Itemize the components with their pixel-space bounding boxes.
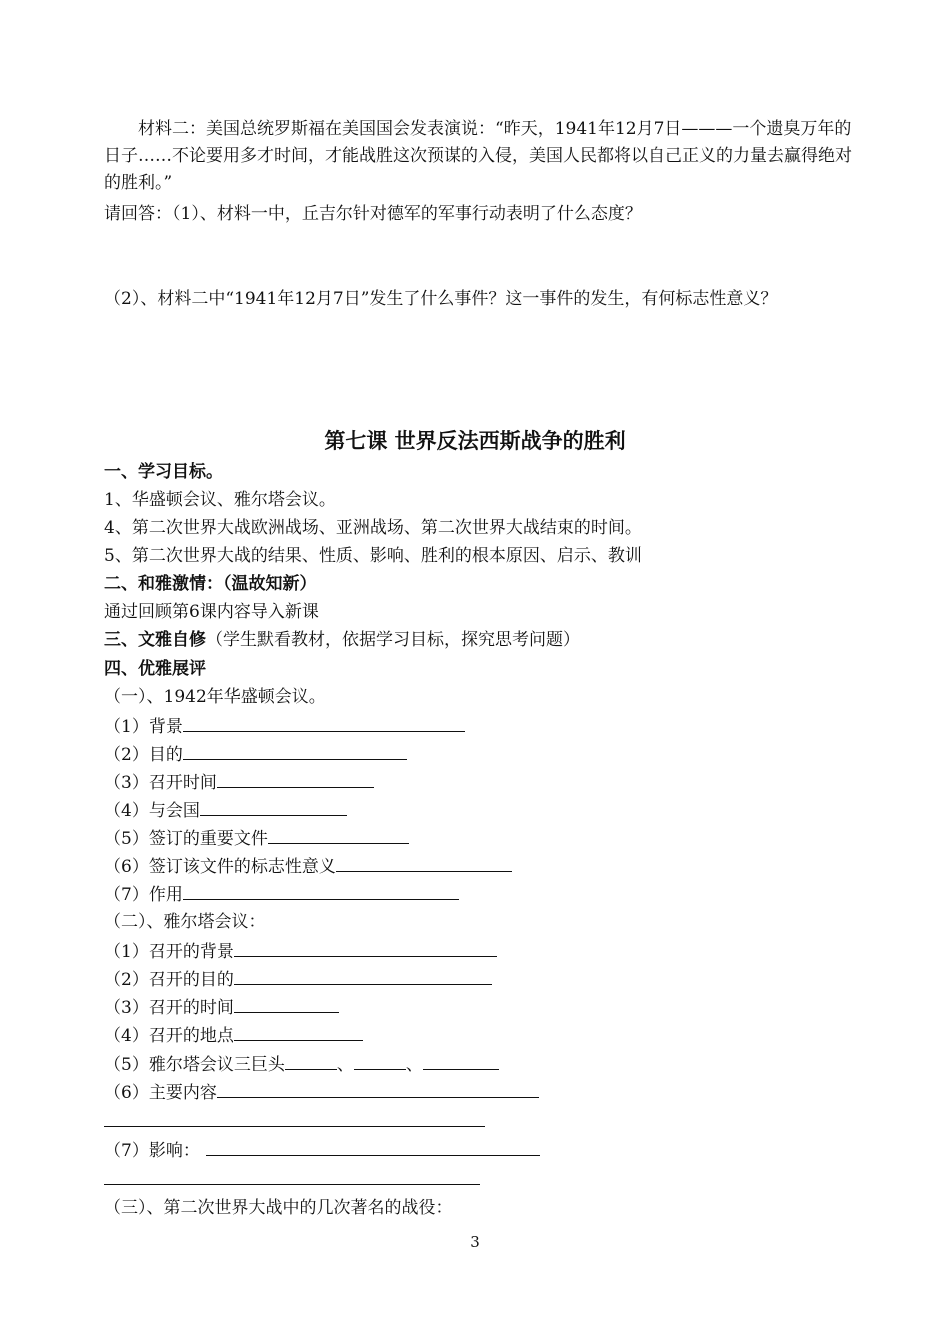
- fill-item: [104, 1138, 540, 1162]
- fill-item-label: （3）召开时间: [104, 773, 217, 793]
- answer-blank[interactable]: [217, 770, 374, 788]
- answer-blank[interactable]: [200, 798, 347, 816]
- question-one: 请回答：（1）、材料一中，丘吉尔针对德军的军事行动表明了什么态度？: [104, 204, 642, 224]
- fill-item-label: （5）雅尔塔会议三巨头: [104, 1055, 285, 1075]
- fill-item: [104, 995, 339, 1019]
- answer-blank[interactable]: [234, 939, 497, 957]
- fill-item: [104, 770, 374, 794]
- answer-blank[interactable]: [183, 742, 407, 760]
- page-number: 3: [470, 1233, 480, 1251]
- separator: 、: [405, 1055, 423, 1075]
- answer-blank[interactable]: [285, 1052, 337, 1070]
- answer-blank[interactable]: [183, 882, 459, 900]
- fill-item: [104, 742, 407, 766]
- section-presentation-heading: 四、优雅展评: [104, 659, 206, 679]
- fill-item-label: （1）背景: [104, 717, 183, 737]
- fill-item-label: （2）召开的目的: [104, 970, 234, 990]
- answer-blank[interactable]: [234, 995, 339, 1013]
- question-two: （2）、材料二中“1941年12月7日”发生了什么事件？这一事件的发生，有何标志性意义？: [104, 289, 778, 309]
- answer-blank[interactable]: [234, 1023, 363, 1041]
- fill-item: [104, 939, 497, 963]
- answer-line[interactable]: [104, 1184, 480, 1185]
- section-review-heading: 二、和雅激情：（温故知新）: [104, 574, 317, 594]
- part-three-heading: （三）、第二次世界大战中的几次著名的战役：: [104, 1198, 453, 1218]
- fill-item: [104, 714, 465, 738]
- fill-item-label: （7）影响：: [104, 1141, 200, 1161]
- lesson-title: 第七课 世界反法西斯战争的胜利: [324, 428, 626, 453]
- fill-item: [104, 882, 459, 906]
- fill-item: [104, 854, 512, 878]
- fill-item-label: （1）召开的背景: [104, 942, 234, 962]
- section-self-study-note: （学生默看教材，依据学习目标，探究思考问题）: [206, 630, 580, 650]
- section-self-study-heading: 三、文雅自修: [104, 630, 206, 650]
- section-learning-goals-heading: 一、学习目标。: [104, 462, 223, 482]
- fill-item: [104, 1023, 363, 1047]
- fill-item-label: （5）签订的重要文件: [104, 829, 268, 849]
- goal-item: 1、华盛顿会议、雅尔塔会议。: [104, 490, 336, 510]
- answer-line[interactable]: [104, 1126, 485, 1127]
- fill-item: [104, 798, 347, 822]
- part-one-heading: （一）、1942年华盛顿会议。: [104, 687, 326, 707]
- answer-blank[interactable]: [268, 826, 409, 844]
- goal-item: 5、第二次世界大战的结果、性质、影响、胜利的根本原因、启示、教训: [104, 546, 642, 566]
- fill-item: [104, 967, 492, 991]
- fill-item-label: （4）与会国: [104, 801, 200, 821]
- fill-item-label: （6）签订该文件的标志性意义: [104, 857, 336, 877]
- answer-blank[interactable]: [206, 1138, 540, 1156]
- answer-blank[interactable]: [217, 1080, 539, 1098]
- fill-item-label: （2）目的: [104, 745, 183, 765]
- section-review-text: 通过回顾第6课内容导入新课: [104, 602, 319, 622]
- section-self-study: [104, 629, 580, 651]
- answer-blank[interactable]: [336, 854, 512, 872]
- fill-item: [104, 826, 409, 850]
- answer-blank[interactable]: [234, 967, 492, 985]
- fill-item-label: （7）作用: [104, 885, 183, 905]
- fill-item: [104, 1080, 539, 1104]
- fill-item-label: （3）召开的时间: [104, 998, 234, 1018]
- fill-item: [104, 1052, 499, 1076]
- part-two-heading: （二）、雅尔塔会议：: [104, 912, 266, 932]
- answer-blank[interactable]: [183, 714, 465, 732]
- material-two-paragraph: 材料二：美国总统罗斯福在美国国会发表演说：“昨天，1941年12月7日———一个遗臭万年的日子……不论要用多才时间，才能战胜这次预谋的入侵，美国人民都将以自己正义的力量去赢得绝对的胜利。”: [104, 119, 852, 193]
- answer-blank[interactable]: [423, 1052, 499, 1070]
- fill-item-label: （6）主要内容: [104, 1083, 217, 1103]
- separator: 、: [336, 1055, 354, 1075]
- answer-blank[interactable]: [354, 1052, 406, 1070]
- fill-item-label: （4）召开的地点: [104, 1026, 234, 1046]
- goal-item: 4、第二次世界大战欧洲战场、亚洲战场、第二次世界大战结束的时间。: [104, 518, 642, 538]
